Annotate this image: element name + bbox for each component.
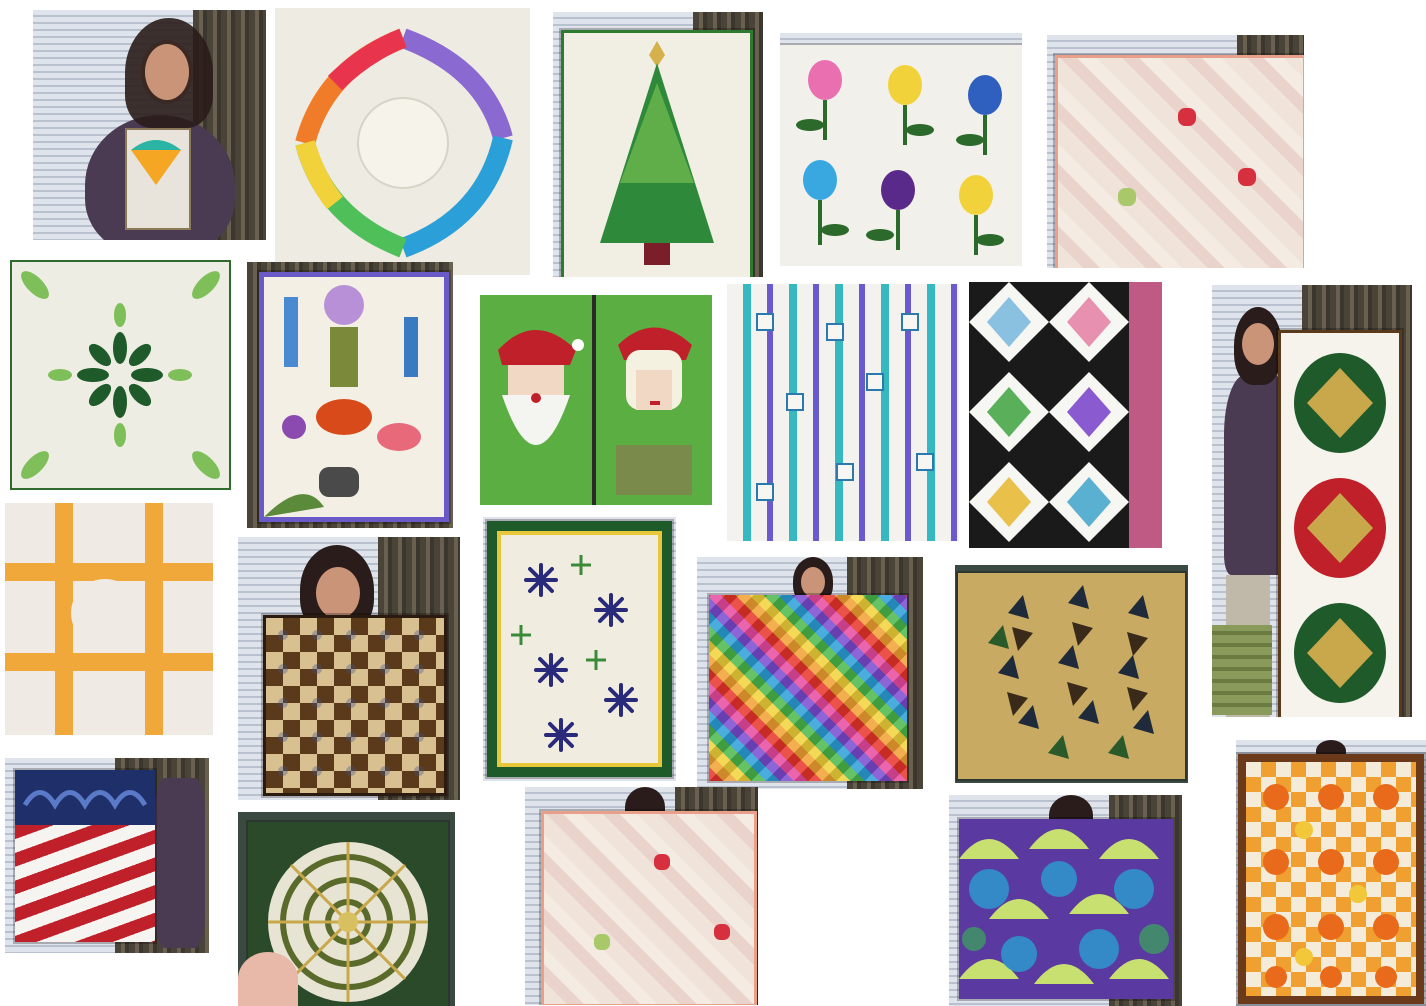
photo-pinwheel-tan-quilt bbox=[955, 565, 1188, 783]
photo-black-white-diamond-quilt bbox=[969, 282, 1162, 548]
photo-flag-quilt bbox=[5, 758, 209, 953]
photo-orange-star-quilt bbox=[1236, 740, 1426, 1006]
photo-green-fan-quilt bbox=[949, 795, 1182, 1006]
photo-rainbow-braid-quilt bbox=[275, 8, 530, 275]
photo-orange-snowball-quilt bbox=[5, 503, 213, 735]
photo-rainbow-checker-quilt bbox=[697, 557, 923, 789]
photo-green-leaf-medallion-quilt bbox=[10, 260, 231, 490]
photo-winding-ways-quilt bbox=[238, 537, 460, 800]
photo-pink-curve-quilt-1 bbox=[1047, 35, 1304, 268]
photo-pink-curve-quilt-2 bbox=[525, 787, 758, 1005]
photo-blue-flower-quilt bbox=[483, 517, 676, 781]
photo-table-runner-quilt bbox=[1212, 285, 1412, 717]
photo-feathered-star-quilt bbox=[238, 812, 455, 1006]
photo-blue-green-star-quilt bbox=[727, 284, 959, 541]
photo-folk-flower-quilt bbox=[247, 262, 453, 528]
photo-santa-mrs-claus-quilt bbox=[480, 295, 712, 505]
photo-christmas-tree-quilt bbox=[553, 12, 763, 277]
photo-tulip-quilt bbox=[780, 33, 1022, 266]
photo-presenter-holding-block bbox=[33, 10, 266, 240]
